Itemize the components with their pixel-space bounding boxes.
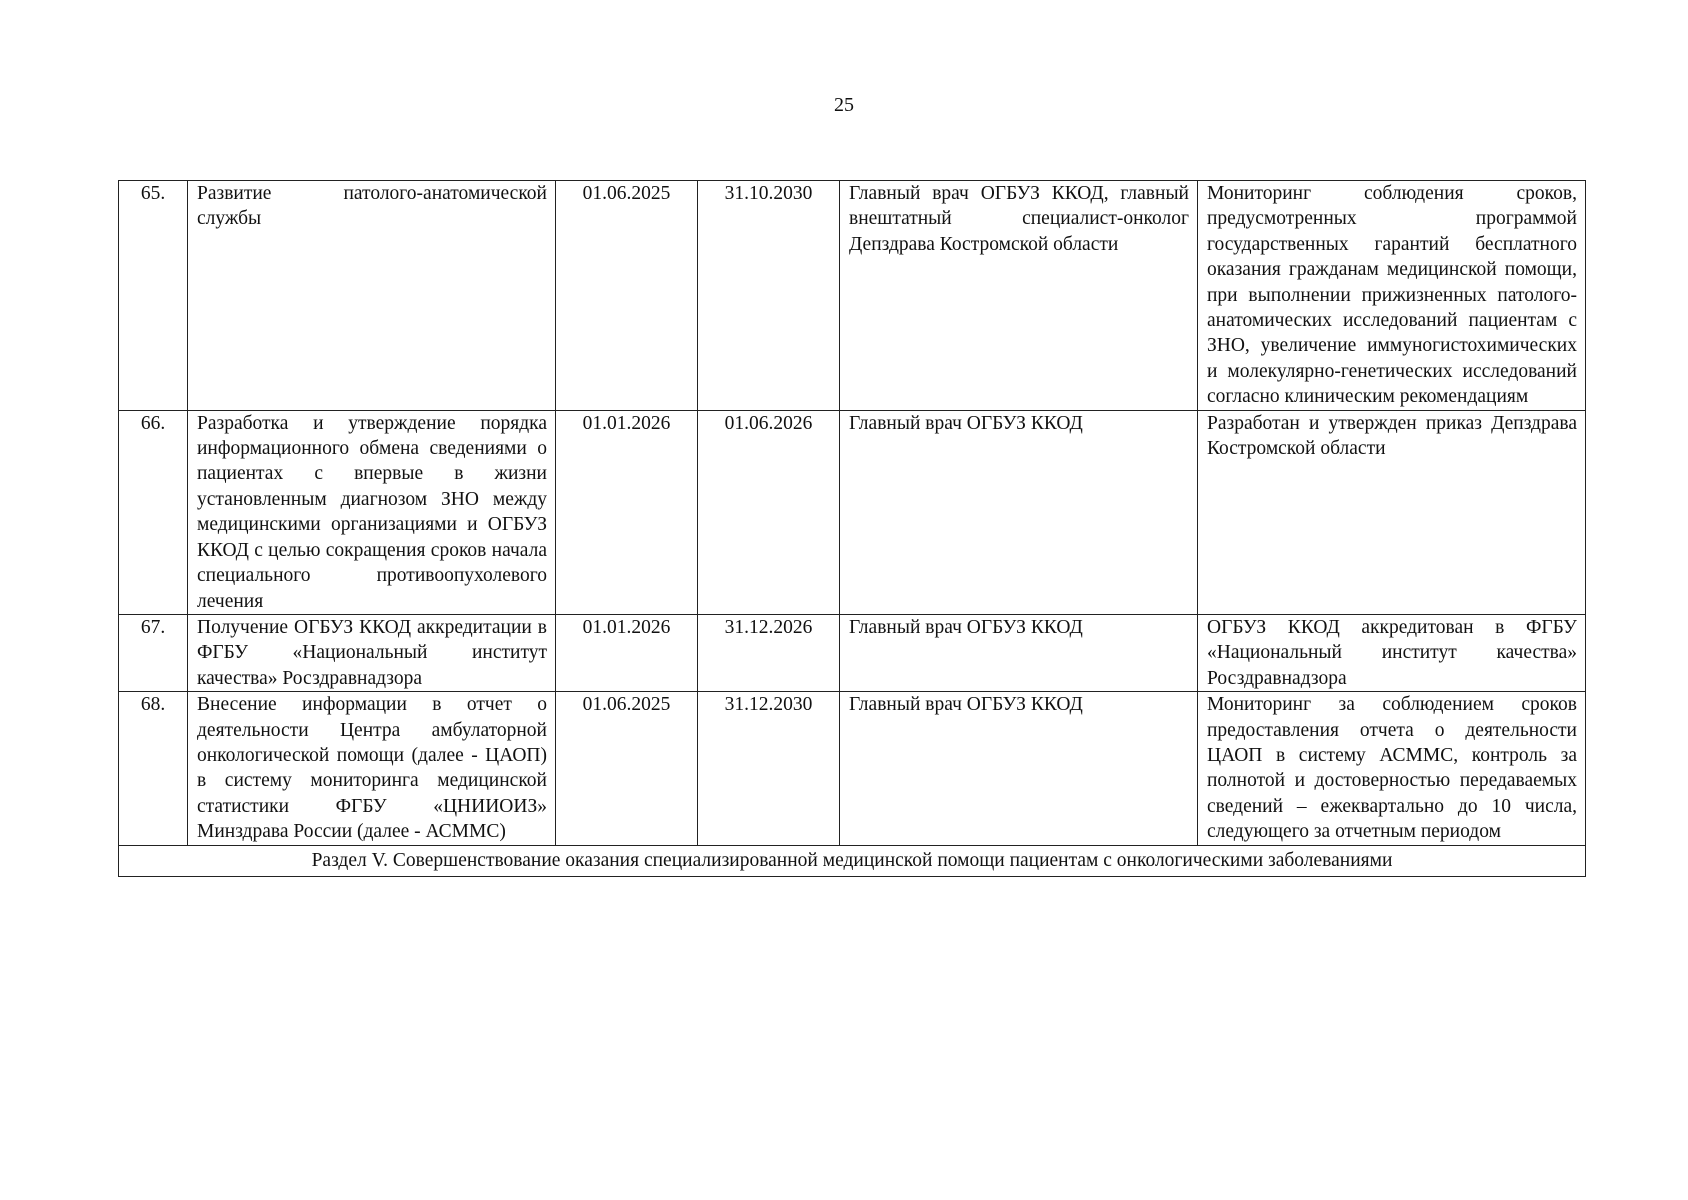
- row-number: 65.: [119, 181, 188, 411]
- row-number: 67.: [119, 614, 188, 691]
- result-cell: Разработан и утвержден приказ Депздрава Костромской области: [1198, 410, 1586, 614]
- event-cell: Развитие патолого-анатомической службы: [188, 181, 556, 411]
- responsible-cell: Главный врач ОГБУЗ ККОД: [840, 614, 1198, 691]
- result-cell: Мониторинг соблюдения сроков, предусмотренных программой государственных гарантий бесплатного оказания гражданам медицинской помощи, при выполнении прижизненных патолого-анатомических исследований пациентам с ЗНО, увеличение иммуногистохимических и молекулярно-генетических исследований согласно клиническим рекомендациям: [1198, 181, 1586, 411]
- responsible-cell: Главный врач ОГБУЗ ККОД: [840, 410, 1198, 614]
- measures-table: [118, 180, 1586, 877]
- table-row: [119, 614, 1586, 691]
- start-date-cell: 01.01.2026: [556, 410, 698, 614]
- start-date-cell: 01.01.2026: [556, 614, 698, 691]
- table-row: [119, 181, 1586, 411]
- section-heading: Раздел V. Совершенствование оказания специализированной медицинской помощи пациентам с онкологическими заболеваниями: [119, 845, 1586, 876]
- responsible-cell: Главный врач ОГБУЗ ККОД: [840, 692, 1198, 845]
- event-cell: Получение ОГБУЗ ККОД аккредитации в ФГБУ «Национальный институт качества» Росздравнадзора: [188, 614, 556, 691]
- result-cell: Мониторинг за соблюдением сроков предоставления отчета о деятельности ЦАОП в систему АСММС, контроль за полнотой и достоверностью передаваемых сведений – ежеквартально до 10 числа, следующего за отчетным периодом: [1198, 692, 1586, 845]
- end-date-cell: 01.06.2026: [698, 410, 840, 614]
- table-row: [119, 692, 1586, 845]
- page-number: 25: [834, 94, 854, 116]
- event-cell: Разработка и утверждение порядка информационного обмена сведениями о пациентах с впервые в жизни установленным диагнозом ЗНО между медицинскими организациями и ОГБУЗ ККОД с целью сокращения сроков начала специального противоопухолевого лечения: [188, 410, 556, 614]
- end-date-cell: 31.10.2030: [698, 181, 840, 411]
- event-cell: Внесение информации в отчет о деятельности Центра амбулаторной онкологической помощи (далее - ЦАОП) в систему мониторинга медицинской статистики ФГБУ «ЦНИИОИЗ» Минздрава России (далее - АСММС): [188, 692, 556, 845]
- table-row: [119, 410, 1586, 614]
- end-date-cell: 31.12.2030: [698, 692, 840, 845]
- row-number: 66.: [119, 410, 188, 614]
- responsible-cell: Главный врач ОГБУЗ ККОД, главный внештатный специалист-онколог Депздрава Костромской области: [840, 181, 1198, 411]
- start-date-cell: 01.06.2025: [556, 181, 698, 411]
- section-row: [119, 845, 1586, 876]
- row-number: 68.: [119, 692, 188, 845]
- end-date-cell: 31.12.2026: [698, 614, 840, 691]
- result-cell: ОГБУЗ ККОД аккредитован в ФГБУ «Национальный институт качества» Росздравнадзора: [1198, 614, 1586, 691]
- start-date-cell: 01.06.2025: [556, 692, 698, 845]
